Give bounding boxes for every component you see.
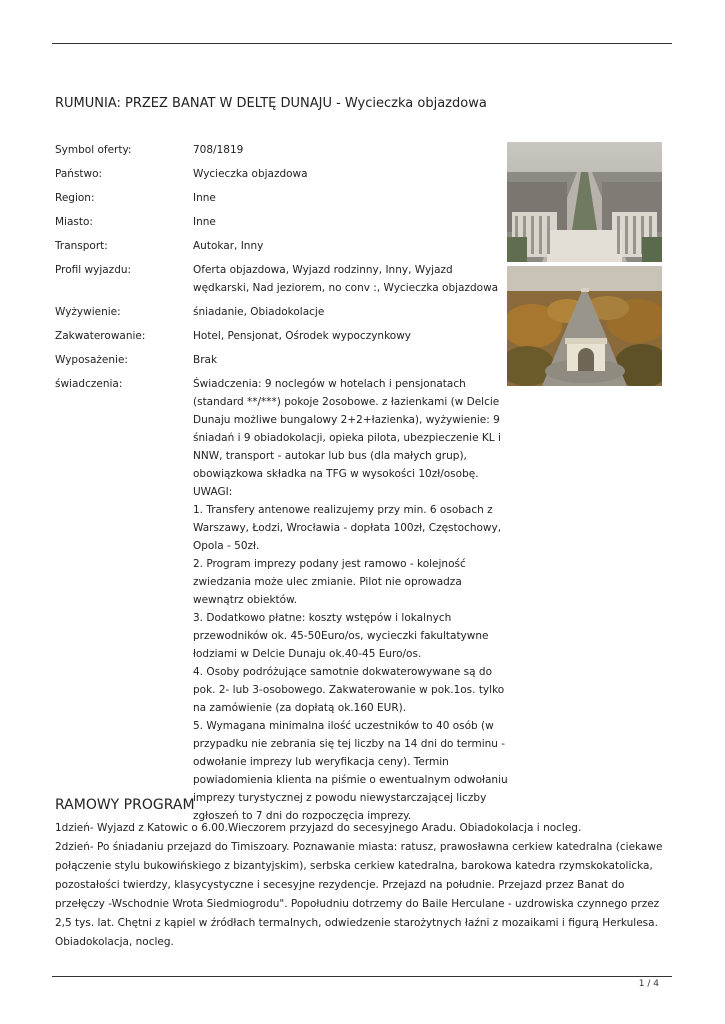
program-day: 2dzień- Po śniadaniu przejazd do Timiszoary. Poznawanie miasta: ratusz, prawosławna cerkiew katedralna (ciekawe połączenie stylu bukowińskiego z bizantyjskim), serbska cerkiew katedralna, barokowa katedra rzymskokatolicka, pozostałości twierdzy, klasycystyczne i secesyjne rezydencje. Przejazd na południe. Przejazd przez Banat do przełęczy -Wschodnie Wrota Siedmiogrodu". Popołudniu dotrzemy do Baile Herculane - uzdrowiska czynnego przez 2,5 tys. lat. Chętni z kąpiel w źródłach termalnych, odwiedzenie starożytnych łaźni z mozaikami i figurą Herkulesa. Obiadokolacja, nocleg. [55, 841, 663, 948]
detail-row [55, 351, 510, 369]
detail-label: Państwo: [55, 168, 103, 180]
detail-label: Zakwaterowanie: [55, 330, 146, 342]
detail-row [55, 213, 510, 231]
detail-row [55, 141, 510, 159]
detail-value: Hotel, Pensjonat, Ośrodek wypoczynkowy [193, 330, 412, 342]
triumphal-arch-photo [507, 266, 662, 386]
detail-row [55, 165, 510, 183]
program-heading: RAMOWY PROGRAM [55, 797, 195, 813]
detail-value: Świadczenia: 9 noclegów w hotelach i pensjonatach (standard **/***) pokoje 2osobowe. z łazienkami (w Delcie Dunaju możliwe bungalowy 2+2+łazienka), wyżywienie: 9 śniadań i 9 obiadokolacji, opieka pilota, ubezpieczenie KL i NNW, transport - autokar lub bus (dla małych grup), obowiązkowa składka na TFG w wysokości 10zł/osobę. UWAGI: 1. Transfery antenowe realizujemy przy min. 6 osobach z Warszawy, Łodzi, Wrocławia - dopłata 100zł, Częstochowy, Opola - 50zł. 2. Program imprezy podany jest ramowo - kolejność zwiedzania może ulec zmianie. Pilot nie oprowadza wewnątrz obiektów. 3. Dodatkowo płatne: koszty wstępów i lokalnych przewodników ok. 45-50Euro/os, wycieczki fakultatywne łodziami w Delcie Dunaju ok.40-45 Euro/os. 4. Osoby podróżujące samotnie dokwaterowywane są do pok. 2- lub 3-osobowego. Zakwaterowanie w pok.1os. tylko na zamówienie (za dopłatą ok.160 EUR). 5. Wymagana minimalna ilość uczestników to 40 osób (w przypadku nie zebrania się tej liczby na 14 dni do terminu - odwołanie imprezy lub weryfikacja ceny). Termin powiadomienia klienta na piśmie o ewentualnym odwołaniu imprezy turystycznej z powodu niewystarczającej liczby zgłoszeń to 7 dni do rozpoczęcia imprezy. [193, 378, 508, 822]
page-title: RUMUNIA: PRZEZ BANAT W DELTĘ DUNAJU - Wycieczka objazdowa [55, 96, 487, 111]
detail-label: Wyposażenie: [55, 354, 128, 366]
boulevard-aerial-photo-image [507, 142, 662, 262]
triumphal-arch-photo-image [507, 266, 662, 386]
page-number: 1 / 4 [638, 979, 659, 989]
detail-label: Symbol oferty: [55, 144, 132, 156]
detail-row [55, 303, 510, 321]
program-day: 1dzień- Wyjazd z Katowic o 6.00.Wieczorem przyjazd do secesyjnego Aradu. Obiadokolacja i nocleg. [55, 822, 582, 834]
offer-details [55, 141, 510, 831]
detail-row [55, 189, 510, 207]
detail-row [55, 375, 510, 825]
detail-value: śniadanie, Obiadokolacje [193, 306, 325, 318]
detail-value: Inne [193, 216, 216, 228]
detail-row [55, 327, 510, 345]
detail-row [55, 237, 510, 255]
program-days [55, 819, 670, 952]
detail-value: Brak [193, 354, 218, 366]
offer-photos [507, 142, 662, 390]
header-rule [52, 43, 672, 44]
detail-value: Inne [193, 192, 216, 204]
detail-value: 708/1819 [193, 144, 244, 156]
program-section [55, 797, 670, 952]
detail-label: Miasto: [55, 216, 93, 228]
detail-value: Wycieczka objazdowa [193, 168, 308, 180]
detail-label: Region: [55, 192, 95, 204]
detail-label: Wyżywienie: [55, 306, 121, 318]
detail-label: Transport: [55, 240, 108, 252]
detail-row [55, 261, 510, 297]
detail-label: świadczenia: [55, 378, 123, 390]
detail-value: Autokar, Inny [193, 240, 264, 252]
detail-value: Oferta objazdowa, Wyjazd rodzinny, Inny, Wyjazd wędkarski, Nad jeziorem, no conv :, Wycieczka objazdowa [193, 264, 499, 294]
boulevard-aerial-photo [507, 142, 662, 262]
footer-rule [52, 976, 672, 977]
detail-label: Profil wyjazdu: [55, 264, 132, 276]
